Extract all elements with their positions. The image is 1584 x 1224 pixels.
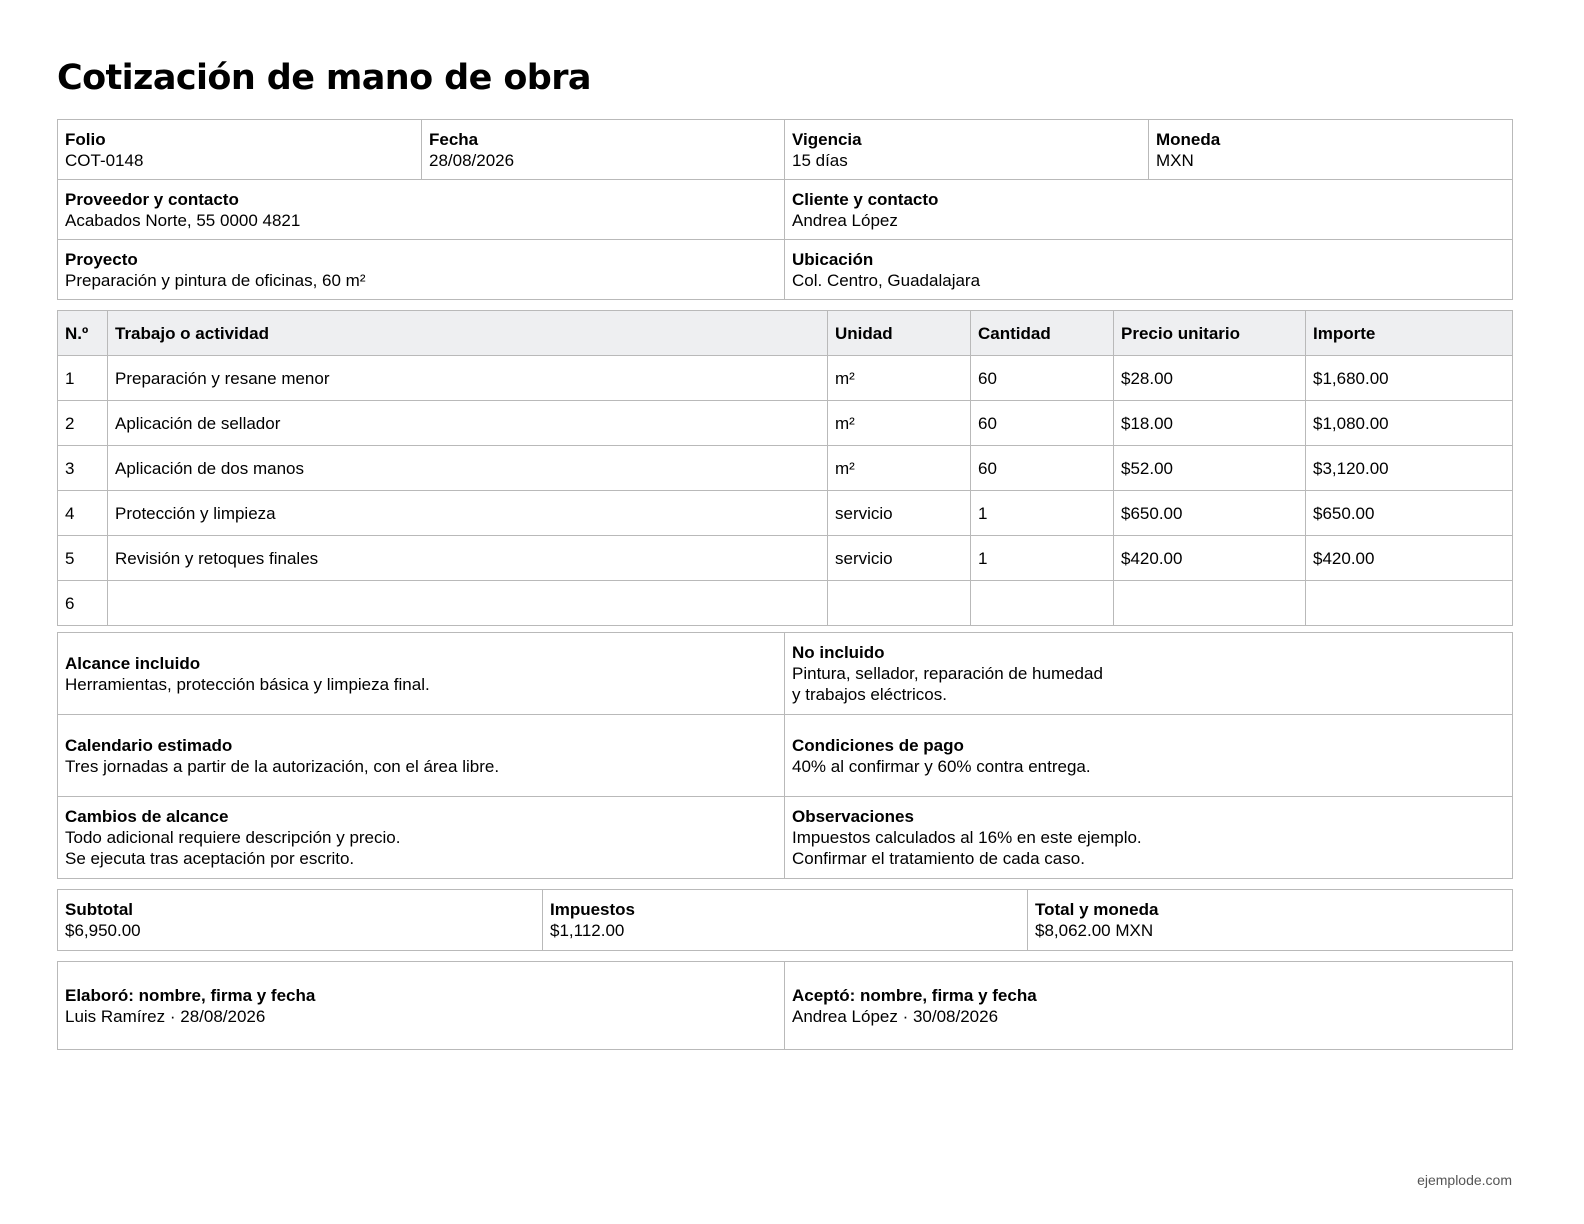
elaboro-value: Luis Ramírez · 28/08/2026 xyxy=(65,1006,266,1026)
cell-importe: $650.00 xyxy=(1306,491,1513,536)
observaciones-label: Observaciones xyxy=(792,807,914,826)
cell-importe: $3,120.00 xyxy=(1306,446,1513,491)
no-incluido-value: Pintura, sellador, reparación de humedad y trabajos eléctricos. xyxy=(792,664,1103,704)
cell-trabajo: Revisión y retoques finales xyxy=(108,536,828,581)
vigencia-label: Vigencia xyxy=(792,129,862,149)
total-label: Total y moneda xyxy=(1035,900,1159,919)
moneda-cell xyxy=(1149,120,1513,180)
col-header-precio-unitario: Precio unitario xyxy=(1114,311,1306,356)
cambios-cell xyxy=(58,797,785,879)
alcance-value: Herramientas, protección básica y limpieza final. xyxy=(65,674,430,694)
table-row xyxy=(58,356,1513,401)
ubicacion-label: Ubicación xyxy=(792,249,874,269)
info-table xyxy=(57,119,1513,300)
pago-cell xyxy=(785,715,1513,797)
cell-numero: 3 xyxy=(58,446,108,491)
cell-trabajo: Aplicación de dos manos xyxy=(108,446,828,491)
impuestos-cell xyxy=(543,890,1028,951)
cell-precio-unitario xyxy=(1114,581,1306,626)
moneda-label: Moneda xyxy=(1156,129,1221,149)
fecha-value: 28/08/2026 xyxy=(429,150,515,170)
cell-numero: 5 xyxy=(58,536,108,581)
footer-source: ejemplode.com xyxy=(1417,1172,1512,1188)
cell-numero: 2 xyxy=(58,401,108,446)
vigencia-value: 15 días xyxy=(792,150,848,170)
cell-unidad: m² xyxy=(828,446,971,491)
table-row xyxy=(58,401,1513,446)
impuestos-value: $1,112.00 xyxy=(550,921,625,940)
cambios-label: Cambios de alcance xyxy=(65,807,229,826)
proveedor-value: Acabados Norte, 55 0000 4821 xyxy=(65,210,301,230)
notes-table xyxy=(57,632,1513,879)
acepto-value: Andrea López · 30/08/2026 xyxy=(792,1006,999,1026)
observaciones-cell xyxy=(785,797,1513,879)
cell-trabajo xyxy=(108,581,828,626)
cell-importe: $1,080.00 xyxy=(1306,401,1513,446)
proyecto-label: Proyecto xyxy=(65,249,138,269)
col-header-numero: N.º xyxy=(58,311,108,356)
cell-numero: 4 xyxy=(58,491,108,536)
calendario-value: Tres jornadas a partir de la autorización, con el área libre. xyxy=(65,756,500,776)
elaboro-cell xyxy=(58,962,785,1050)
ubicacion-value: Col. Centro, Guadalajara xyxy=(792,270,981,290)
cell-numero: 1 xyxy=(58,356,108,401)
pago-label: Condiciones de pago xyxy=(792,735,964,755)
cell-unidad: servicio xyxy=(828,536,971,581)
cambios-value: Todo adicional requiere descripción y precio. Se ejecuta tras aceptación por escrito. xyxy=(65,828,401,868)
ubicacion-cell xyxy=(785,240,1513,300)
cell-precio-unitario: $420.00 xyxy=(1114,536,1306,581)
vigencia-cell xyxy=(785,120,1149,180)
col-header-unidad: Unidad xyxy=(828,311,971,356)
subtotal-cell xyxy=(58,890,543,951)
impuestos-label: Impuestos xyxy=(550,900,636,919)
cell-cantidad: 1 xyxy=(971,536,1114,581)
cell-precio-unitario: $28.00 xyxy=(1114,356,1306,401)
cliente-label: Cliente y contacto xyxy=(792,189,939,209)
col-header-trabajo: Trabajo o actividad xyxy=(108,311,828,356)
cell-cantidad: 60 xyxy=(971,356,1114,401)
cliente-cell xyxy=(785,180,1513,240)
calendario-label: Calendario estimado xyxy=(65,735,233,755)
table-row xyxy=(58,491,1513,536)
pago-value: 40% al confirmar y 60% contra entrega. xyxy=(792,756,1091,776)
calendario-cell xyxy=(58,715,785,797)
cell-importe xyxy=(1306,581,1513,626)
cell-numero: 6 xyxy=(58,581,108,626)
observaciones-value: Impuestos calculados al 16% en este ejemplo. Confirmar el tratamiento de cada caso. xyxy=(792,828,1142,868)
subtotal-label: Subtotal xyxy=(65,900,133,919)
acepto-cell xyxy=(785,962,1513,1050)
proveedor-cell xyxy=(58,180,785,240)
fecha-label: Fecha xyxy=(429,129,479,149)
proveedor-label: Proveedor y contacto xyxy=(65,189,239,209)
cell-unidad xyxy=(828,581,971,626)
total-value: $8,062.00 MXN xyxy=(1035,921,1154,940)
page-title: Cotización de mano de obra xyxy=(57,58,591,98)
folio-label: Folio xyxy=(65,129,106,149)
proyecto-value: Preparación y pintura de oficinas, 60 m² xyxy=(65,270,366,290)
cell-trabajo: Protección y limpieza xyxy=(108,491,828,536)
cell-cantidad: 60 xyxy=(971,401,1114,446)
elaboro-label: Elaboró: nombre, firma y fecha xyxy=(65,985,316,1005)
total-cell xyxy=(1028,890,1513,951)
cell-precio-unitario: $52.00 xyxy=(1114,446,1306,491)
proyecto-cell xyxy=(58,240,785,300)
cell-importe: $420.00 xyxy=(1306,536,1513,581)
cell-importe: $1,680.00 xyxy=(1306,356,1513,401)
cell-precio-unitario: $18.00 xyxy=(1114,401,1306,446)
cell-precio-unitario: $650.00 xyxy=(1114,491,1306,536)
table-row xyxy=(58,581,1513,626)
folio-cell xyxy=(58,120,422,180)
col-header-cantidad: Cantidad xyxy=(971,311,1114,356)
acepto-label: Aceptó: nombre, firma y fecha xyxy=(792,985,1037,1005)
alcance-cell xyxy=(58,633,785,715)
cell-unidad: servicio xyxy=(828,491,971,536)
folio-value: COT-0148 xyxy=(65,150,144,170)
cell-cantidad: 60 xyxy=(971,446,1114,491)
table-row xyxy=(58,536,1513,581)
cell-cantidad: 1 xyxy=(971,491,1114,536)
cell-trabajo: Aplicación de sellador xyxy=(108,401,828,446)
no-incluido-cell xyxy=(785,633,1513,715)
cell-unidad: m² xyxy=(828,401,971,446)
items-table xyxy=(57,310,1513,626)
alcance-label: Alcance incluido xyxy=(65,653,201,673)
totals-table xyxy=(57,889,1513,951)
cliente-value: Andrea López xyxy=(792,210,898,230)
cell-trabajo: Preparación y resane menor xyxy=(108,356,828,401)
no-incluido-label: No incluido xyxy=(792,643,885,662)
table-row xyxy=(58,446,1513,491)
signatures-table xyxy=(57,961,1513,1050)
items-header-row xyxy=(58,311,1513,356)
fecha-cell xyxy=(422,120,785,180)
moneda-value: MXN xyxy=(1156,150,1194,170)
subtotal-value: $6,950.00 xyxy=(65,921,141,940)
cell-unidad: m² xyxy=(828,356,971,401)
col-header-importe: Importe xyxy=(1306,311,1513,356)
cell-cantidad xyxy=(971,581,1114,626)
